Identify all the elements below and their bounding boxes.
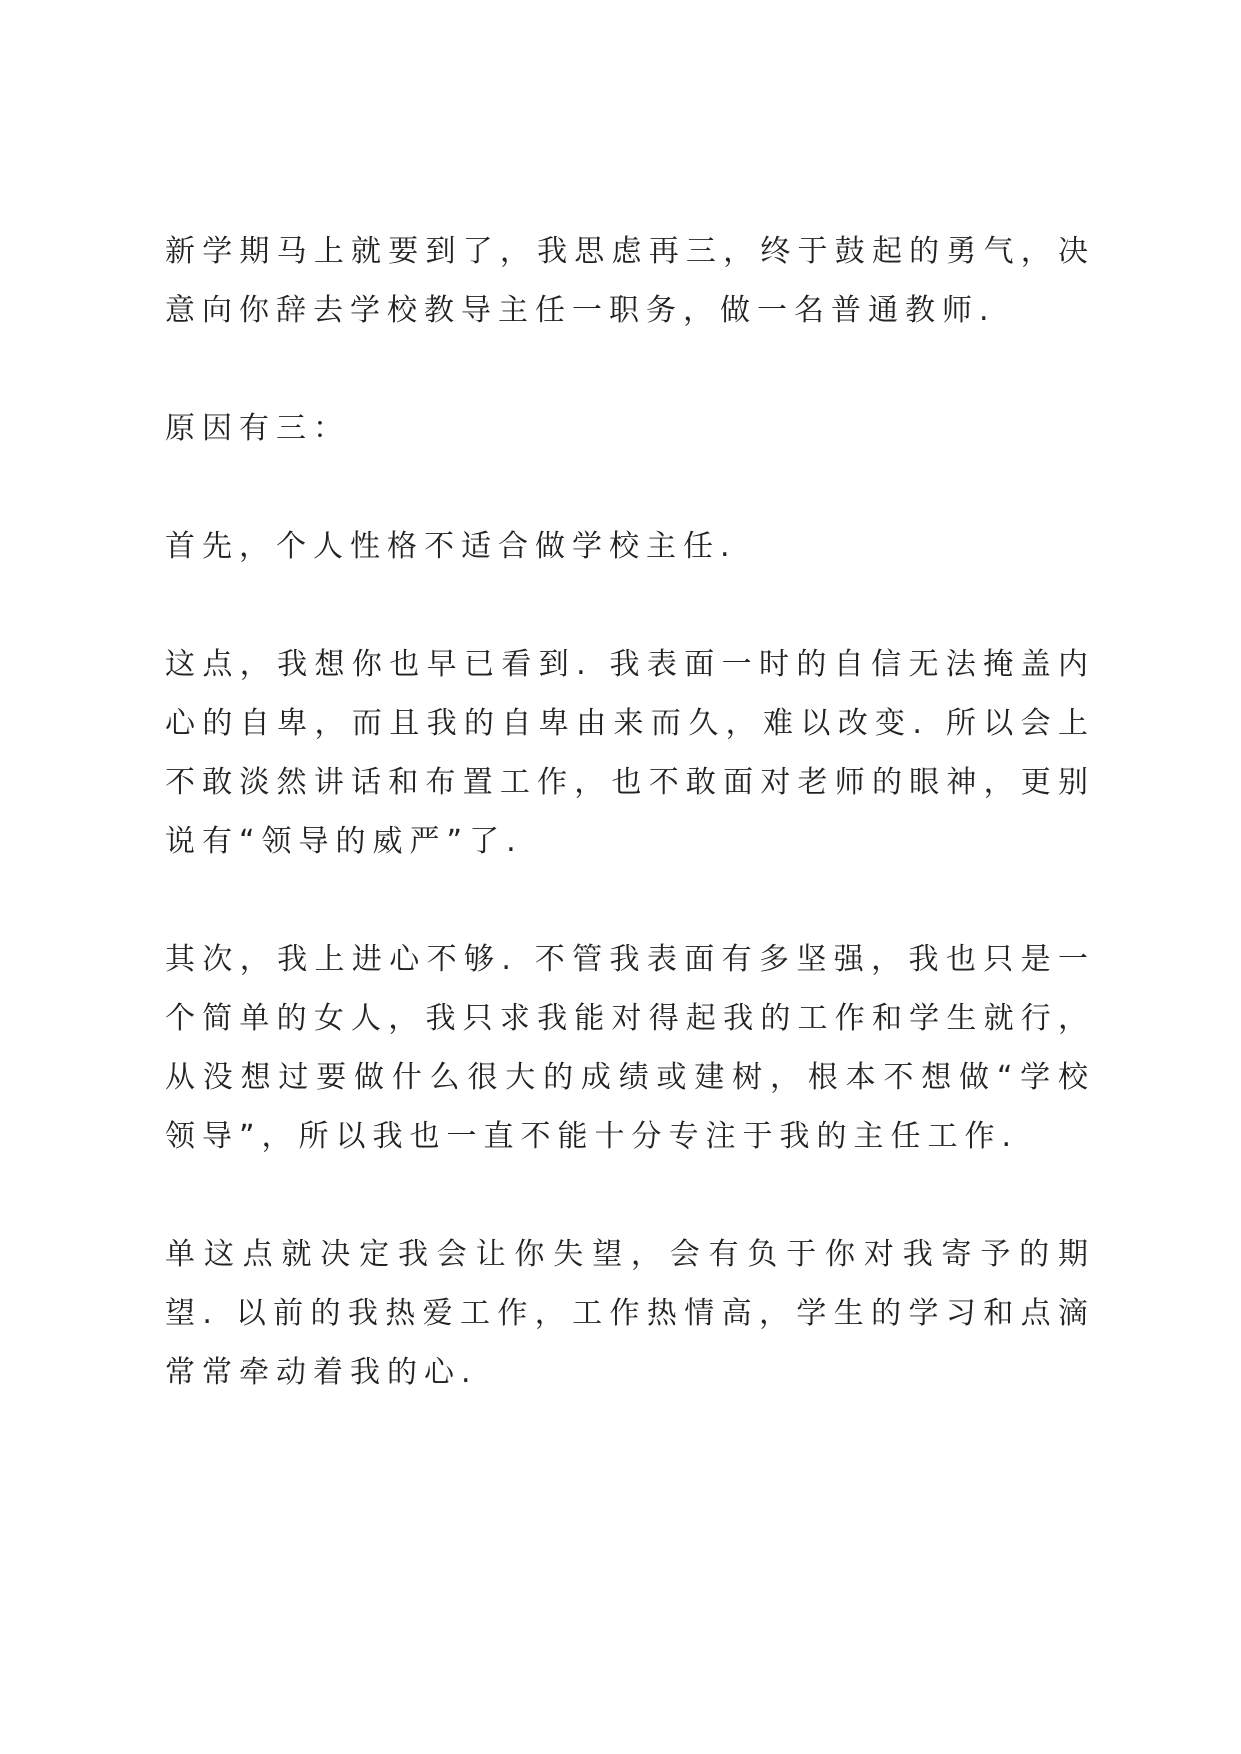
paragraph-reason-two-detail: 单这点就决定我会让你失望，会有负于你对我寄予的期望. 以前的我热爱工作，工作热情高，学生的学习和点滴常常牵动着我的心. [165,1237,1095,1390]
paragraph-reason-one: 首先，个人性格不适合做学校主任. [165,529,737,564]
paragraph-reasons-heading: 原因有三： [165,411,350,446]
paragraph-reason-one-detail: 这点，我想你也早已看到. 我表面一时的自信无法掩盖内心的自卑，而且我的自卑由来而久，难以改变. 所以会上不敢淡然讲话和布置工作，也不敢面对老师的眼神，更别说有“领导的威严”了. [165,647,1095,859]
document-body [165,222,1095,1402]
paragraph-intro: 新学期马上就要到了，我思虑再三，终于鼓起的勇气，决意向你辞去学校教导主任一职务，做一名普通教师. [165,234,1095,328]
paragraph-reason-two: 其次，我上进心不够. 不管我表面有多坚强，我也只是一个简单的女人，我只求我能对得起我的工作和学生就行，从没想过要做什么很大的成绩或建树，根本不想做“学校领导”，所以我也一直不能十分专注于我的主任工作. [165,942,1095,1154]
